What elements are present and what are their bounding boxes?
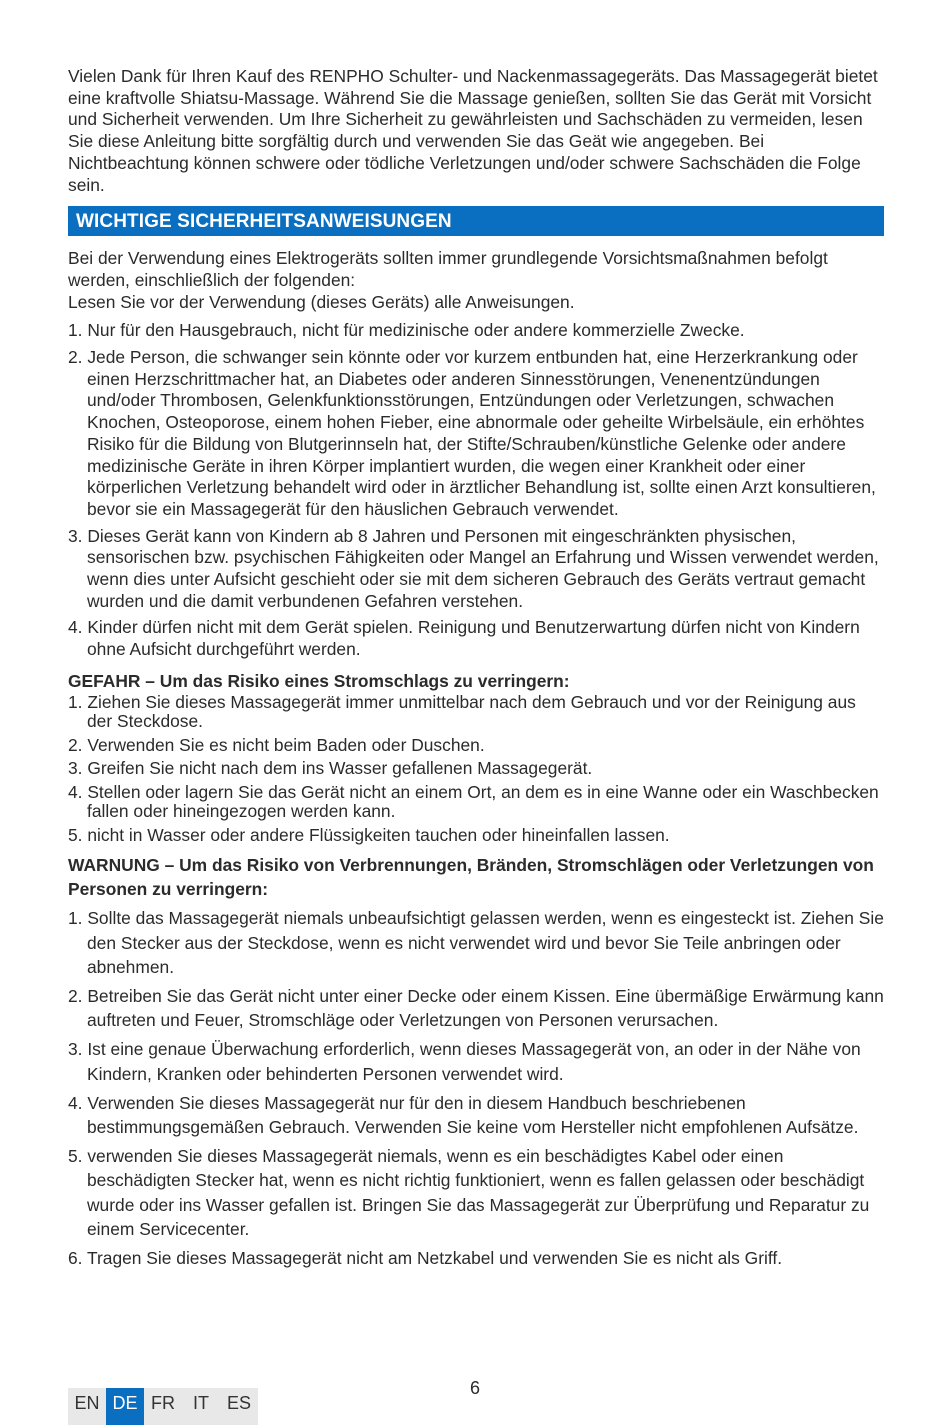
warning-list [68,906,884,1270]
list-item: 2. Betreiben Sie das Gerät nicht unter einer Decke oder einem Kissen. Eine übermäßige Erwärmung kann auftreten und Feuer, Stromschläge oder Verletzungen von Personen verursachen. [68,985,884,1031]
general-safety-list [68,320,884,661]
list-item: 4. Stellen oder lagern Sie das Gerät nicht an einem Ort, an dem es in eine Wanne oder ein Waschbecken fallen oder hineingezogen werden kann. [68,781,879,822]
list-item: 4. Kinder dürfen nicht mit dem Gerät spielen. Reinigung und Benutzerwartung dürfen nicht von Kindern ohne Aufsicht durchgeführt werden. [68,617,860,660]
section-title-banner: WICHTIGE SICHERHEITSANWEISUNGEN [68,206,884,236]
language-tabs [68,1388,258,1425]
list-item: 1. Nur für den Hausgebrauch, nicht für medizinische oder andere kommerzielle Zwecke. [68,320,745,341]
lead-paragraph [68,248,884,313]
danger-heading: GEFAHR – Um das Risiko eines Stromschlags zu verringern: [68,670,570,691]
intro-paragraph: Vielen Dank für Ihren Kauf des RENPHO Schulter- und Nackenmassagegeräts. Das Massagegerät bietet eine kraftvolle Shiatsu-Massage. Während Sie die Massage genießen, sollten Sie das Gerät mit Vorsicht und Sicherheit verwenden. Um Ihre Sicherheit zu gewährleisten und Sachschäden zu vermeiden, lesen Sie diese Anleitung bitte sorgfältig durch und verwenden Sie das Geät wie angegeben. Bei Nichtbeachtung können schwere oder tödliche Verletzungen und/oder schwere Sachschäden die Folge sein. [68,66,878,195]
warning-heading: WARNUNG – Um das Risiko von Verbrennungen, Bränden, Stromschlägen oder Verletzungen von Personen zu verringern: [68,855,874,900]
list-item: 3. Ist eine genaue Überwachung erforderlich, wenn dieses Massagegerät von, an oder in der Nähe von Kindern, Kranken oder behinderten Personen verwendet wird. [68,1039,861,1084]
list-item: 1. Sollte das Massagegerät niemals unbeaufsichtigt gelassen werden, wenn es eingesteckt ist. Ziehen Sie den Stecker aus der Steckdose, wenn es nicht verwendet wird und bevor Sie Teile anbringen oder abnehmen. [68,908,884,977]
tab-language-en[interactable]: EN [68,1388,106,1425]
list-item: 3. Dieses Gerät kann von Kindern ab 8 Jahren und Personen mit eingeschränkten physischen, sensorischen bzw. psychischen Fähigkeiten oder Mangel an Erfahrung und Wissen verwendet werden, wenn dies unter Aufsicht geschieht oder sie mit dem sicheren Gebrauch des Geräts vertraut gemacht wurden und die damit verbundenen Gefahren verstehen. [68,525,879,611]
list-item: 4. Verwenden Sie dieses Massagegerät nur für den in diesem Handbuch beschriebenen bestimmungsgemäßen Gebrauch. Verwenden Sie keine vom Hersteller nicht empfohlenen Aufsätze. [68,1092,859,1137]
danger-list [68,693,884,846]
tab-language-de[interactable]: DE [106,1388,144,1425]
list-item: 3. Greifen Sie nicht nach dem ins Wasser gefallenen Massagegerät. [68,758,593,779]
list-item: 5. nicht in Wasser oder andere Flüssigkeiten tauchen oder hineinfallen lassen. [68,824,670,845]
tab-language-es[interactable]: ES [220,1388,258,1425]
manual-page [68,66,884,1275]
page-number: 6 [469,1378,480,1398]
tab-language-it[interactable]: IT [182,1388,220,1425]
list-item: 2. Verwenden Sie es nicht beim Baden oder Duschen. [68,734,485,755]
lead-text: Bei der Verwendung eines Elektrogeräts sollten immer grundlegende Vorsichtsmaßnahmen befolgt werden, einschließlich der folgenden: [68,248,828,290]
list-item: 5. verwenden Sie dieses Massagegerät niemals, wenn es ein beschädigtes Kabel oder einen beschädigten Stecker hat, wenn es nicht richtig funktioniert, wenn es fallen gelassen oder beschädigt wurde oder ins Wasser gefallen ist. Bringen Sie das Massagegerät zur Überprüfung und Reparatur zu einem Servicecenter. [68,1146,870,1239]
list-item: 1. Ziehen Sie dieses Massagegerät immer unmittelbar nach dem Gebrauch und vor der Reinigung aus der Steckdose. [68,691,856,732]
lead-instruction: Lesen Sie vor der Verwendung (dieses Geräts) alle Anweisungen. [68,291,575,312]
list-item: 6. Tragen Sie dieses Massagegerät nicht am Netzkabel und verwenden Sie es nicht als Griff. [68,1248,783,1269]
list-item: 2. Jede Person, die schwanger sein könnte oder vor kurzem entbunden hat, eine Herzerkrankung oder einen Herzschrittmacher hat, an Diabetes oder anderen Sinnesstörungen, Venenentzündungen und/oder Thrombosen, Gelenkfunktionsstörungen, Entzündungen oder Verletzungen, schwachen Knochen, Osteoporose, einem hohen Fieber, eine abnormale oder geheilte Wirbelsäule, ein erhöhtes Risiko für die Bildung von Blutgerinnseln hat, der Stifte/Schrauben/künstliche Gelenke oder andere medizinische Geräte in ihren Körper implantiert wurden, die wegen einer Krankheit oder einer körperlichen Verletzung behandelt wird oder in ärztlicher Behandlung ist, sollte einen Arzt konsultieren, bevor sie ein Massagegerät für den häuslichen Gebrauch verwendet. [68,347,876,519]
tab-language-fr[interactable]: FR [144,1388,182,1425]
